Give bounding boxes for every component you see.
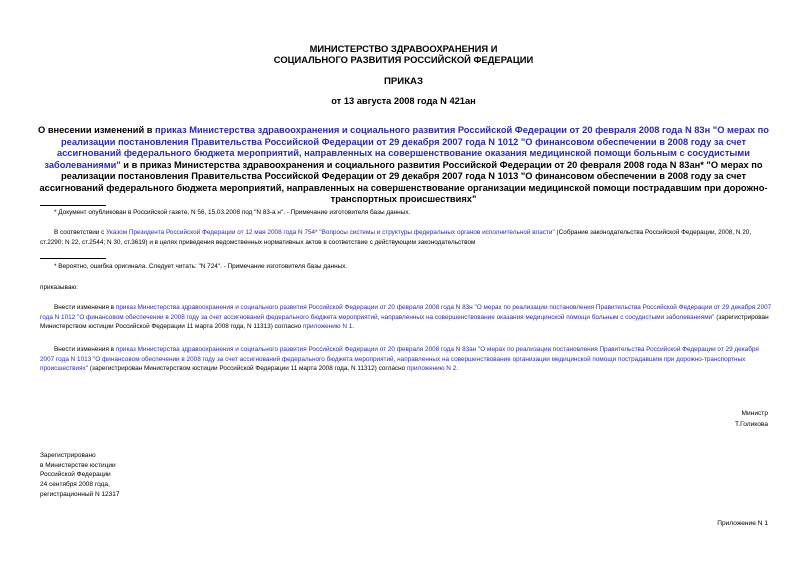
item-1-end: . <box>352 323 355 330</box>
item-2-end: . <box>456 365 459 372</box>
ministry-header <box>0 43 807 65</box>
item-2-prefix: Внести изменения в <box>54 346 116 353</box>
item-1-link-order[interactable]: приказ Министерства здравоохранения и социального развития Российской Федерации от 20 февраля 2008 года N 83н "О мерах по реализации постановления Правительства Российской Федерации от 29 декабря 2007 года N 1012 "О финансовом обеспечении в 2008 году за счет ассигнований федерального бюджета мероприятий, направленных на совершенствование оказания медицинской помощи больным с сосудистыми заболеваниями" <box>40 304 772 321</box>
item-1-prefix: Внести изменения в <box>54 304 116 311</box>
ministry-line-1: МИНИСТЕРСТВО ЗДРАВООХРАНЕНИЯ И <box>309 43 498 54</box>
registration-line-1: Зарегистрировано <box>40 452 96 459</box>
signature-block <box>680 408 768 430</box>
basis-link-decree[interactable]: Указом Президента Российской Федерации от 12 мая 2008 года N 754* "Вопросы системы и структуры федеральных органов исполнительной власти" <box>106 229 555 236</box>
order-word: приказываю: <box>40 284 78 291</box>
basis-paragraph <box>40 228 772 247</box>
title-rest: и в приказ Министерства здравоохранения и социального развития Российской Федерации от 20 февраля 2008 года N 83ан* "О мерах по реализации постановления Правительства Российской Федерации от 29 декабря 2007 года N 1013 "О финансовом обеспечении в 2008 году за счет ассигнований федерального бюджета мероприятий, направленных на совершенствование организации медицинской помощи пострадавшим при дорожно-транспортных происшествиях" <box>39 159 768 204</box>
title-link-order-83n[interactable]: приказ Министерства здравоохранения и социального развития Российской Федерации от 20 февраля 2008 года N 83н "О мерах по реализации постановления Правительства Российской Федерации от 29 декабря 2007 года N 1012 "О финансовом обеспечении в 2008 году за счет ассигнований федерального бюджета мероприятий, направленных на совершенствование оказания медицинской помощи больным с сосудистыми заболеваниями" <box>44 125 769 170</box>
signature-name: Т.Голикова <box>734 421 768 428</box>
signature-position: Министр <box>741 410 768 417</box>
registration-line-5: регистрационный N 12317 <box>40 490 120 498</box>
footnote-1: * Документ опубликован в Российской газете, N 56, 15.03.2008 под "N 83-а н". - Примечание изготовителя базы данных. <box>54 209 411 216</box>
item-2-mid: (зарегистрирован Министерством юстиции Российской Федерации 11 марта 2008 года, N 11312) согласно <box>88 365 407 372</box>
registration-line-4: 24 сентября 2008 года, <box>40 481 110 489</box>
item-1-mid: (зарегистрирован Министерством юстиции Российской Федерации 11 марта 2008 года, N 11313) согласно <box>40 313 769 330</box>
registration-block <box>40 451 200 500</box>
document-title <box>34 125 773 206</box>
ministry-line-2: СОЦИАЛЬНОГО РАЗВИТИЯ РОССИЙСКОЙ ФЕДЕРАЦИИ <box>273 54 534 65</box>
basis-rest: (Собрание законодательства Российской Федерации, 2008, N 20, ст.2290; N 22, ст.2544; N 30, ст.3619) и в целях приведения ведомственных нормативных актов в соответствие с действующим законодательством <box>40 229 752 246</box>
item-1-paragraph <box>40 303 772 332</box>
registration-line-2: в Министерстве юстиции <box>40 461 116 469</box>
registration-line-3: Российской Федерации <box>40 471 111 479</box>
item-1-link-appendix[interactable]: приложению N 1 <box>302 323 353 330</box>
item-2-link-appendix[interactable]: приложению N 2 <box>406 365 457 372</box>
item-2-link-order[interactable]: приказ Министерства здравоохранения и социального развития Российской Федерации от 20 февраля 2008 года N 83ан "О мерах по реализации постановления Правительства Российской Федерации от 29 декабря 2007 года N 1013 "О финансовом обеспечении в 2008 году за счет ассигнований федерального бюджета мероприятий, направленных на совершенствование организации медицинской помощи пострадавшим при дорожно-транспортных происшествиях" <box>40 346 759 372</box>
order-date: от 13 августа 2008 года N 421ан <box>331 96 476 106</box>
order-title: ПРИКАЗ <box>384 76 423 87</box>
footnote-divider-2 <box>40 258 106 259</box>
title-prefix: О внесении изменений в <box>38 125 156 135</box>
appendix-label: Приложение N 1 <box>717 520 768 527</box>
basis-prefix: В соответствии с <box>54 229 107 236</box>
footnote-2: * Вероятно, ошибка оригинала. Следует читать: "N 724". - Примечание изготовителя базы данных. <box>54 263 348 270</box>
item-2-paragraph <box>40 345 772 374</box>
footnote-divider-1 <box>40 205 106 206</box>
